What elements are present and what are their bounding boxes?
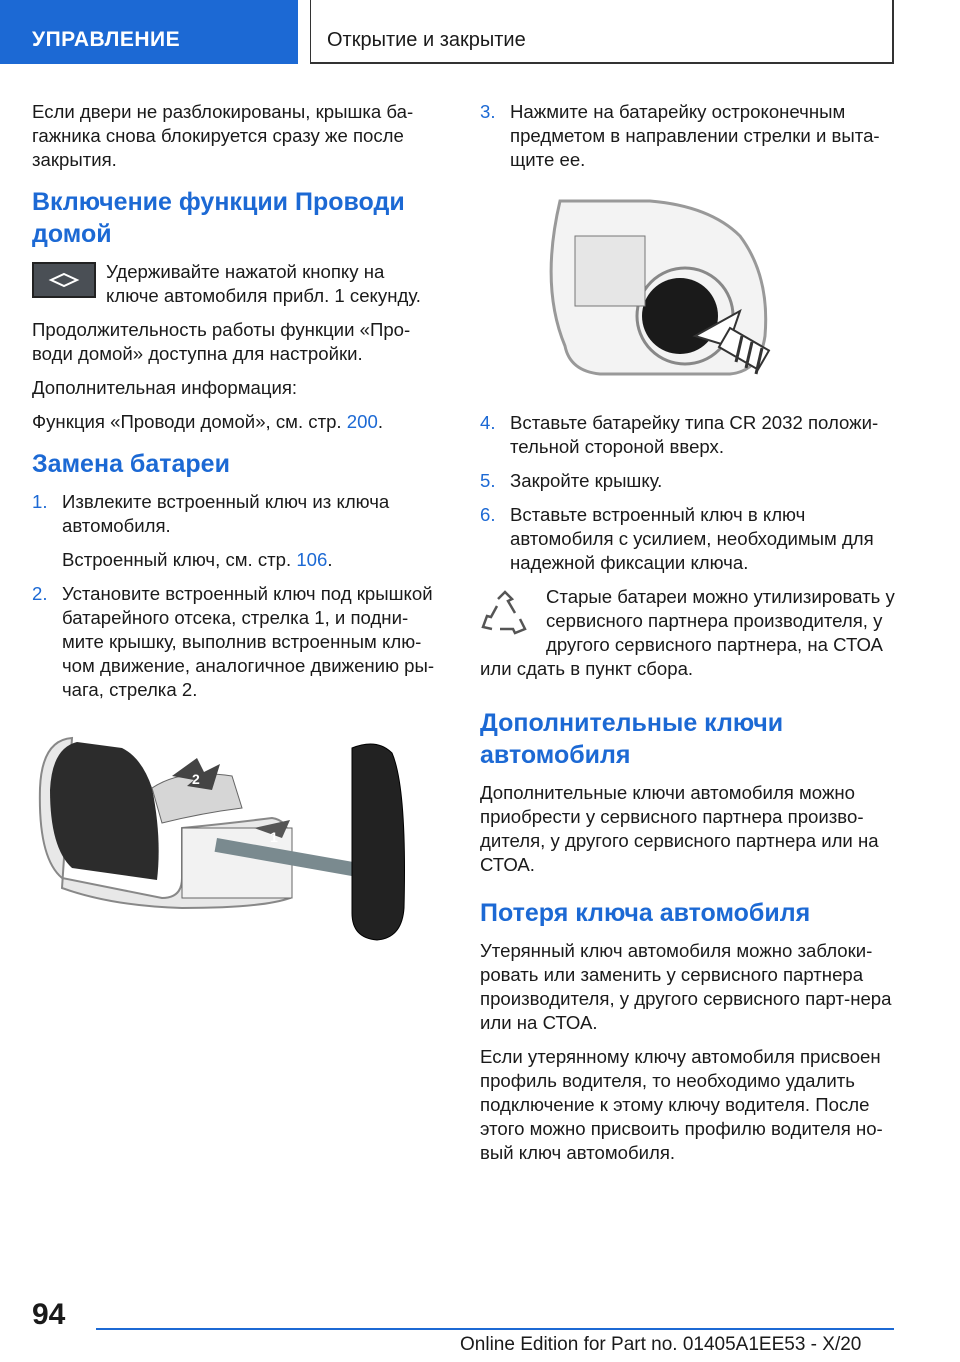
paragraph: Утерянный ключ автомобиля можно заблоки-ровать или заменить у сервисного партнера производителя, у другого сервисного парт-нера или на СТОА.	[480, 940, 892, 1033]
heading-follow-me-home: Включение функции Проводи домой	[32, 188, 405, 248]
page-link-200[interactable]: 200	[346, 411, 378, 432]
page-link-106[interactable]: 106	[296, 549, 328, 570]
arrow-label-1: 1	[270, 829, 278, 845]
list-item: 2. Установите встроенный ключ под крышкой батарейного отсека, стрелка 1, и подни-мите крышку, выполнив встроенным клю-чом движение, аналогичное движению ры-чага, стрелка 2.	[32, 583, 435, 700]
key-fob-illustration	[32, 728, 442, 968]
key-instruction	[32, 260, 442, 318]
left-column	[32, 100, 442, 973]
list-item: 3. Нажмите на батарейку остроконечным предметом в направлении стрелки и выта-щите ее.	[480, 101, 880, 170]
right-column	[480, 100, 900, 1175]
list-item: 5. Закройте крышку.	[480, 470, 663, 491]
battery-removal-illustration	[480, 196, 900, 386]
paragraph: Если двери не разблокированы, крышка ба-гажника снова блокируется сразу же после закрытия.	[32, 101, 414, 170]
paragraph: Продолжительность работы функции «Про-води домой» доступна для настройки.	[32, 319, 411, 364]
paragraph: Если утерянному ключу автомобиля присвоен профиль водителя, то необходимо удалить подключение к этому ключу водителя. После этого можно присвоить профилю водителя но-вый ключ автомобиля.	[480, 1046, 883, 1163]
paragraph: Дополнительные ключи автомобиля можно приобрести у сервисного партнера произво-дителя, у другого сервисного партнера или на СТОА.	[480, 782, 879, 875]
edition-text: Online Edition for Part no. 01405A1EE53 - X/20	[460, 1334, 862, 1355]
section-title: УПРАВЛЕНИЕ	[32, 28, 181, 51]
list-item: 1. Извлеките встроенный ключ из ключа автомобиля.	[32, 491, 390, 536]
chapter-title: Открытие и закрытие	[327, 29, 526, 51]
footer-divider	[96, 1328, 894, 1330]
heading-lost-key: Потеря ключа автомобиля	[480, 899, 811, 927]
key-button-icon	[32, 262, 96, 298]
arrow-label-2: 2	[192, 771, 200, 787]
heading-battery: Замена батареи	[32, 450, 230, 478]
section-tab	[0, 0, 298, 64]
recycle-icon	[480, 589, 530, 639]
chapter-tab	[310, 0, 894, 64]
list-item: 4. Вставьте батарейку типа CR 2032 положи-тельной стороной вверх.	[480, 412, 879, 457]
page-number: 94	[32, 1298, 66, 1331]
list-item: 6. Вставьте встроенный ключ в ключ автомобиля с усилием, необходимым для надежной фиксации ключа.	[480, 504, 874, 573]
paragraph: Дополнительная информация:	[32, 377, 298, 398]
instruction-text: Удерживайте нажатой кнопку на ключе автомобиля прибл. 1 секунду.	[106, 261, 421, 306]
recycling-note: Старые батареи можно утилизировать у сервисного партнера производителя, у другого сервисного партнера, на СТОА или сдать в пункт сбора.	[480, 586, 895, 679]
paragraph-ref: Функция «Проводи домой», см. стр. 200.	[32, 411, 383, 432]
heading-extra-keys: Дополнительные ключи автомобиля	[480, 709, 784, 769]
list-subitem: Встроенный ключ, см. стр. 106.	[62, 549, 333, 570]
